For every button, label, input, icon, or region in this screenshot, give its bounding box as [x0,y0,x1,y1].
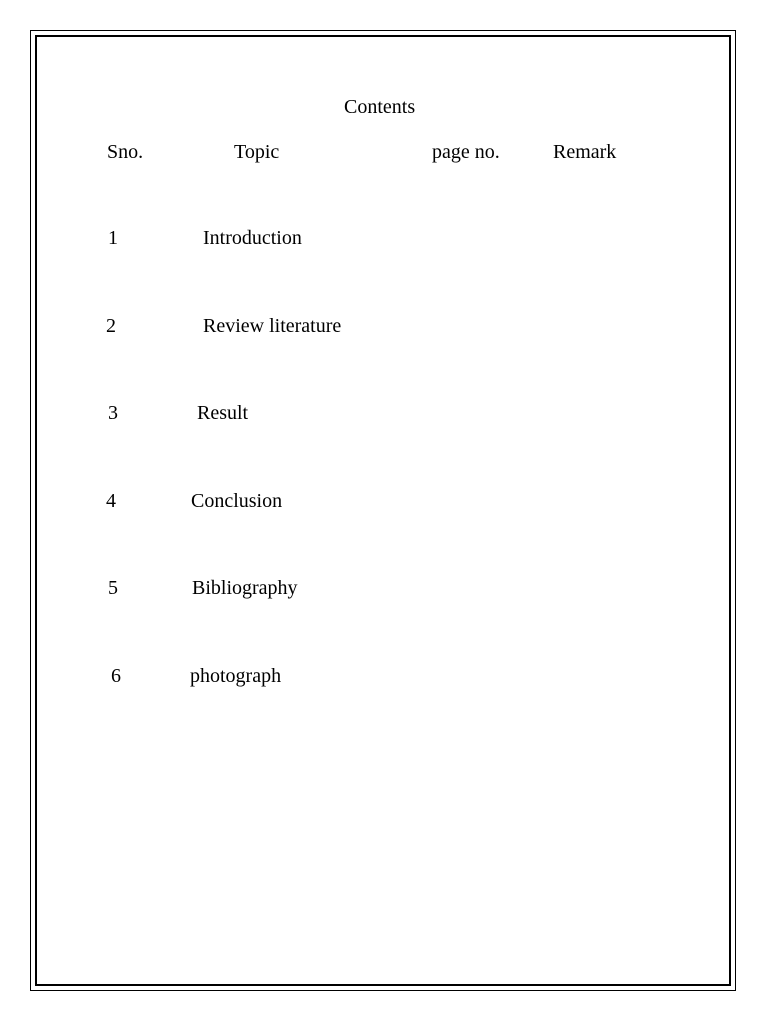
row-sno: 3 [108,402,118,424]
row-sno: 2 [106,315,116,337]
column-header-page-no: page no. [432,141,500,163]
column-header-remark: Remark [553,141,617,163]
row-topic: Conclusion [191,490,283,512]
row-sno: 4 [106,490,116,512]
row-sno: 6 [111,665,121,687]
row-topic: Review literature [203,315,342,337]
contents-title: Contents [344,96,416,118]
column-header-sno: Sno. [107,141,144,163]
row-sno: 1 [108,227,118,249]
row-topic: Introduction [203,227,302,249]
row-topic: Result [197,402,249,424]
row-topic: photograph [190,665,282,687]
row-topic: Bibliography [192,577,298,599]
column-header-topic: Topic [234,141,280,163]
row-sno: 5 [108,577,118,599]
page-border-inner [35,35,731,986]
